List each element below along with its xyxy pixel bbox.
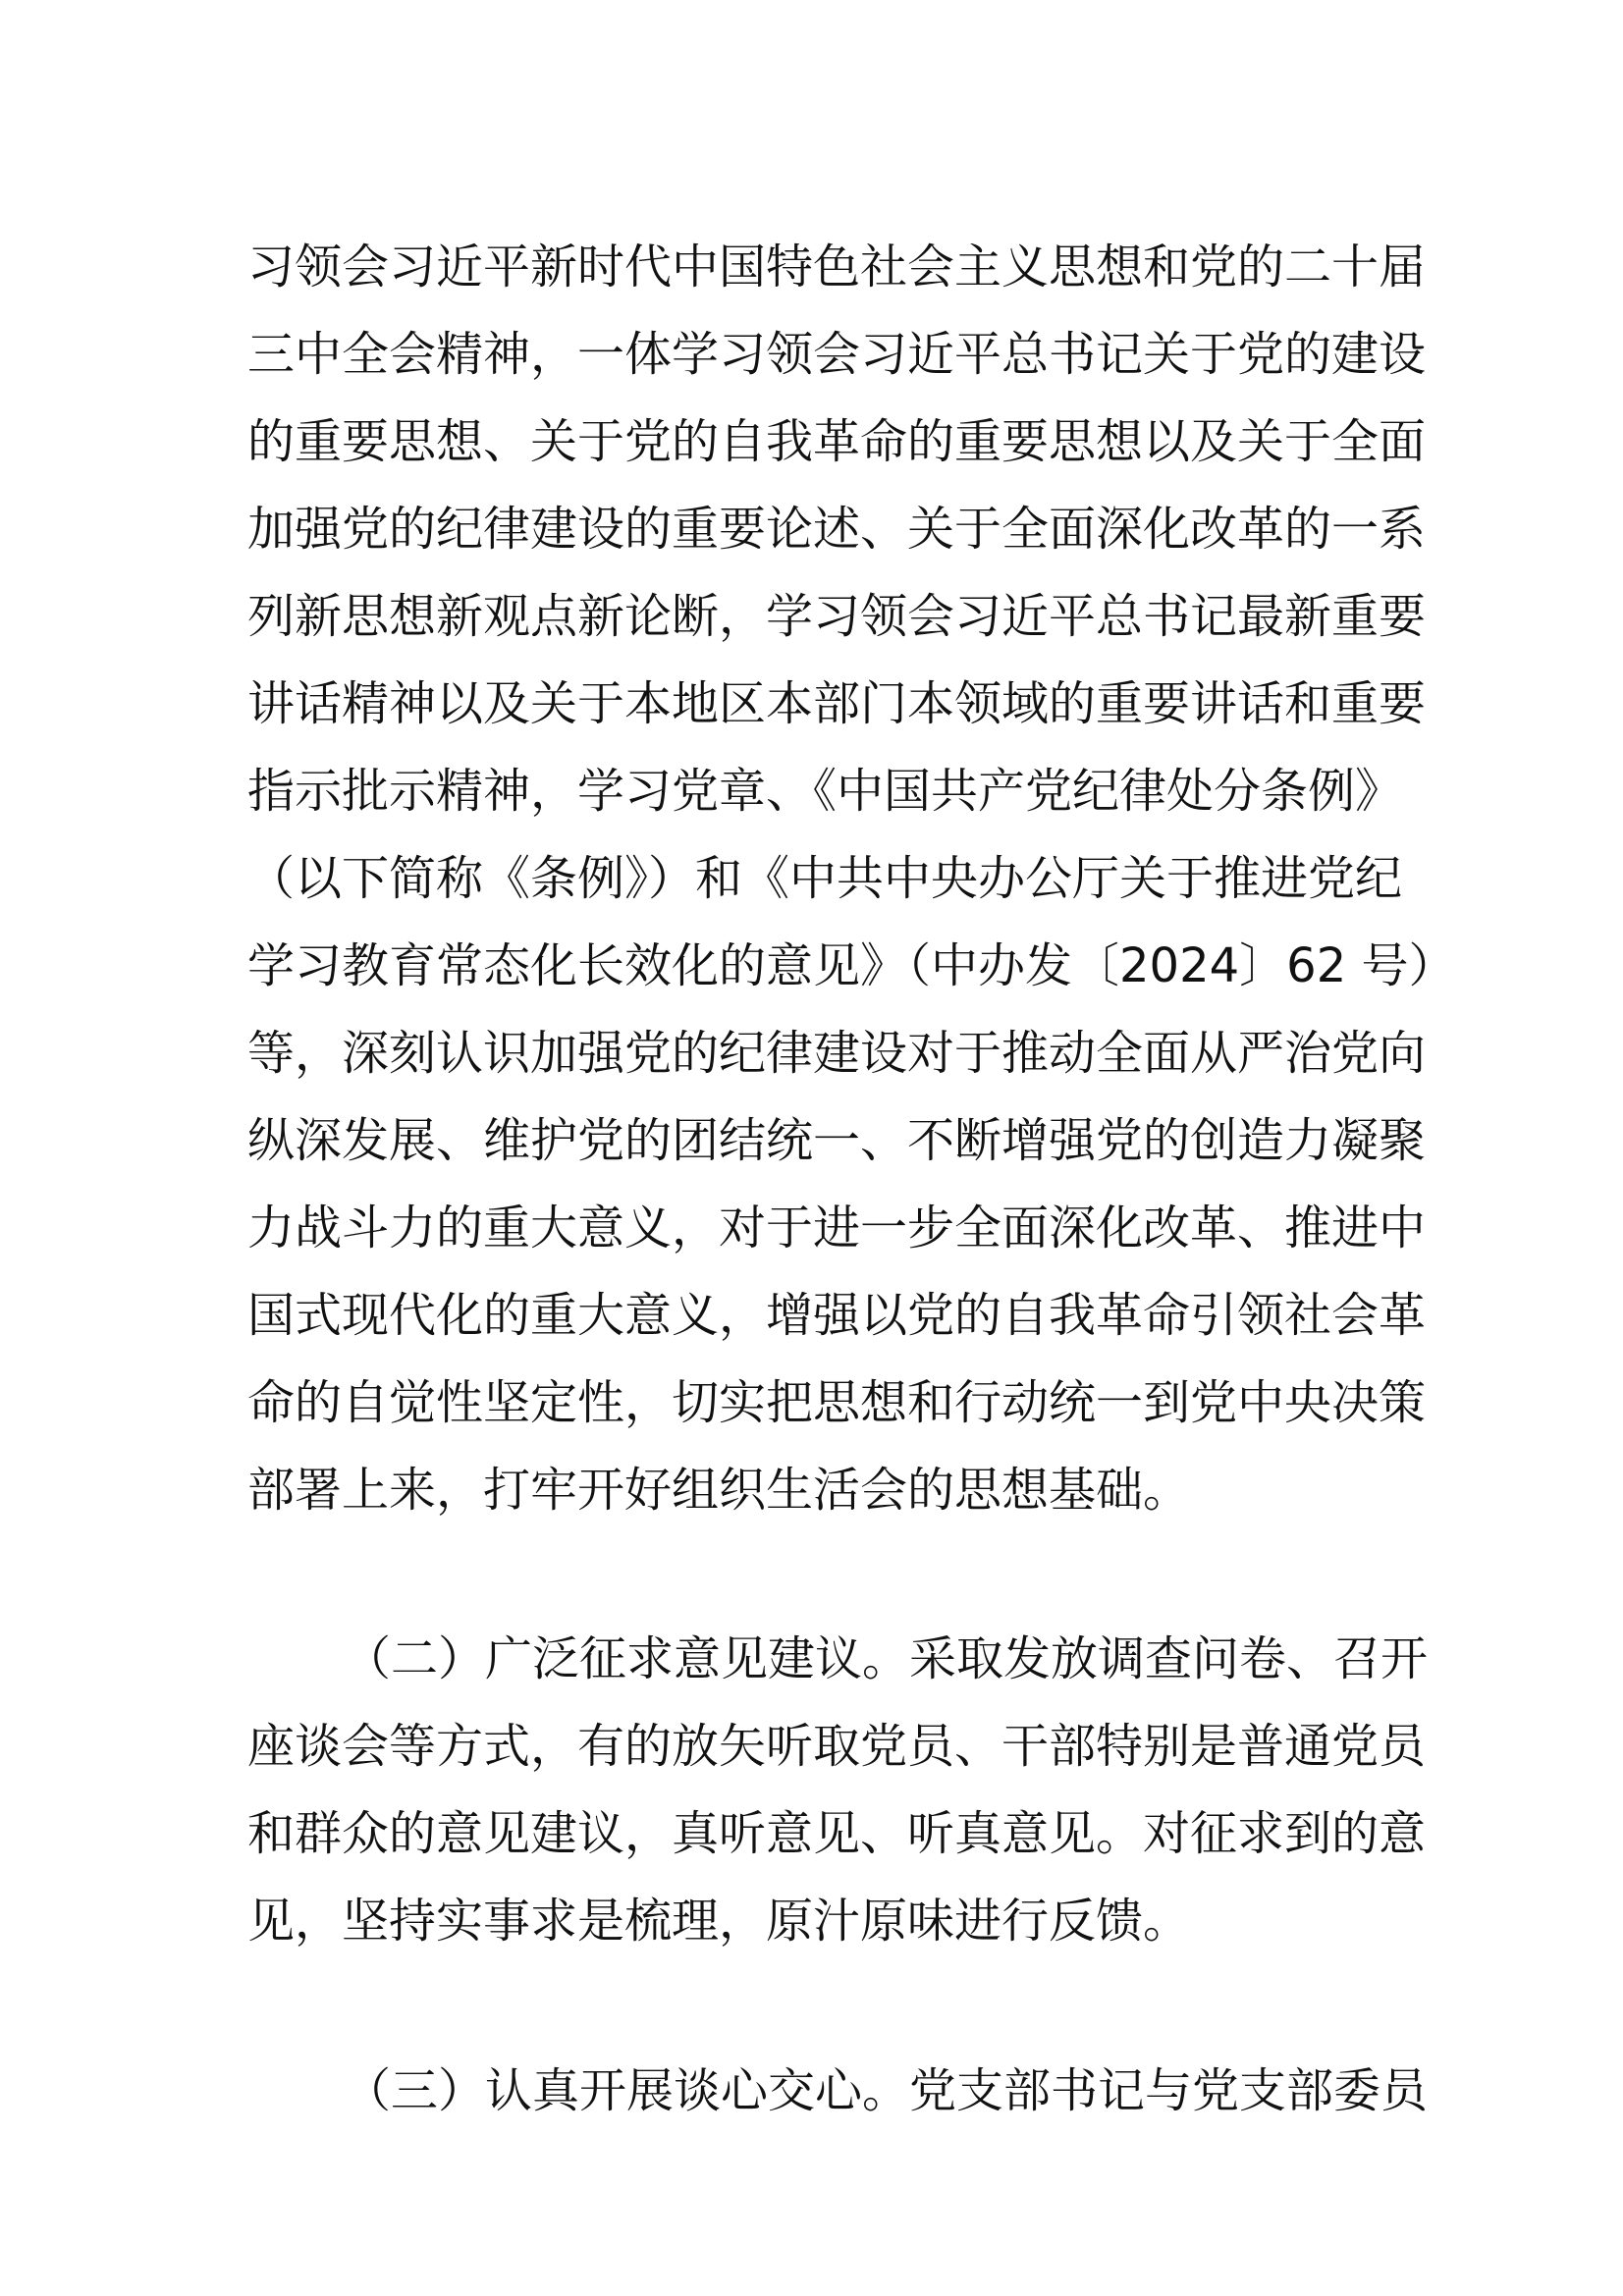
text-line: 座谈会等方式，有的放矢听取党员、干部特别是普通党员 — [247, 1719, 1427, 1774]
text-line: 指示批示精神，学习党章、《中国共产党纪律处分条例》 — [247, 764, 1403, 819]
text-line: 见，坚持实事求是梳理，原汁原味进行反馈。 — [247, 1894, 1191, 1949]
text-line: 纵深发展、维护党的团结统一、不断增强党的创造力凝聚 — [247, 1113, 1427, 1168]
text-line: 命的自觉性坚定性，切实把思想和行动统一到党中央决策 — [247, 1375, 1427, 1430]
text-line: 讲话精神以及关于本地区本部门本领域的重要讲话和重要 — [247, 676, 1427, 731]
text-line: （三）认真开展谈心交心。党支部书记与党支部委员 — [344, 2063, 1429, 2118]
text-line: 加强党的纪律建设的重要论述、关于全面深化改革的一系 — [247, 502, 1427, 557]
text-line: 学习教育常态化长效化的意见》（中办发〔2024〕62 号） — [247, 938, 1456, 993]
text-line: 列新思想新观点新论断，学习领会习近平总书记最新重要 — [247, 589, 1427, 644]
text-line: 和群众的意见建议，真听意见、听真意见。对征求到的意 — [247, 1806, 1427, 1861]
text-line: 部署上来，打牢开好组织生活会的思想基础。 — [247, 1463, 1191, 1518]
text-line: 国式现代化的重大意义，增强以党的自我革命引领社会革 — [247, 1288, 1427, 1343]
text-line: 的重要思想、关于党的自我革命的重要思想以及关于全面 — [247, 414, 1427, 469]
text-line: 等，深刻认识加强党的纪律建设对于推动全面从严治党向 — [247, 1026, 1427, 1081]
text-line: 三中全会精神，一体学习领会习近平总书记关于党的建设 — [247, 327, 1427, 382]
text-line: （二）广泛征求意见建议。采取发放调查问卷、召开 — [344, 1631, 1429, 1686]
text-line: 习领会习近平新时代中国特色社会主义思想和党的二十届 — [247, 240, 1427, 294]
text-line: （以下简称《条例》）和《中共中央办公厅关于推进党纪 — [247, 851, 1403, 906]
text-line: 力战斗力的重大意义，对于进一步全面深化改革、推进中 — [247, 1201, 1427, 1255]
